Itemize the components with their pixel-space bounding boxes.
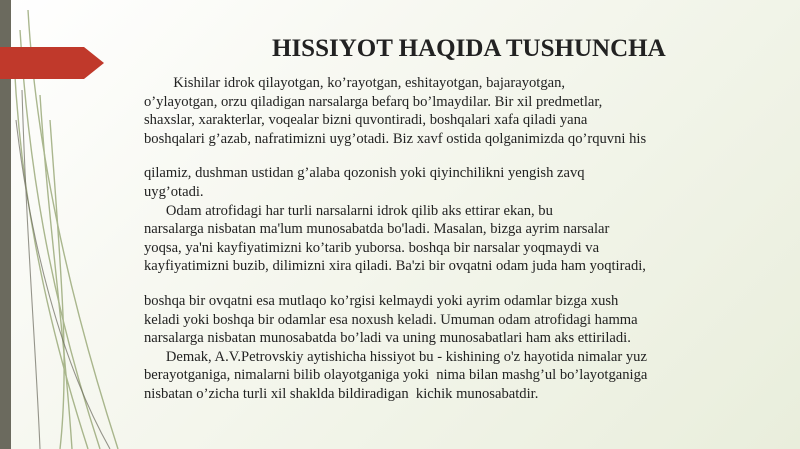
body-line: narsalarga nisbatan munosabatda bo’ladi va uning munosabatlari ham aks ettiriladi. [144,330,631,347]
paragraph-gap [144,148,744,164]
body-line: narsalarga nisbatan ma'lum munosabatda bo'ladi. Masalan, bizga ayrim narsalar [144,221,610,238]
body-line: shaxslar, xarakterlar, voqealar bizni quvontiradi, boshqalari xafa qiladi yana [144,112,588,129]
body-line: nisbatan o’zicha turli xil shaklda bildiradigan kichik munosabatdir. [144,385,539,402]
body-line: keladi yoki boshqa bir odamlar esa noxush keladi. Umuman odam atrofidagi hamma [144,311,638,328]
body-line: boshqalari g’azab, nafratimizni uyg’otadi. Biz xavf ostida qolganimizda qo’rquvni his [144,130,647,147]
red-arrow-shape [0,0,110,90]
body-line: qilamiz, dushman ustidan g’alaba qozonish yoki qiyinchilikni yengish zavq [144,165,585,182]
body-line: o’ylayotgan, orzu qiladigan narsalarga befarq bo’lmaydilar. Bir xil predmetlar, [144,93,603,110]
body-line: boshqa bir ovqatni esa mutlaqo ko’rgisi kelmaydi yoki ayrim odamlar bizga xush [144,292,619,309]
slide-title: HISSIYOT HAQIDA TUSHUNCHA [272,35,666,62]
slide-body [144,74,744,404]
body-line: uyg’otadi. [144,183,204,200]
body-line: berayotganiga, nimalarni bilib olayotganiga yoki nima bilan mashg’ul bo’layotganiga [144,367,648,384]
body-line: kayfiyatimizni buzib, dilimizni xira qiladi. Ba'zi bir ovqatni odam juda ham yoqtiradi, [144,258,646,275]
body-line: yoqsa, ya'ni kayfiyatimizni ko’tarib yuborsa. boshqa bir narsalar yoqmaydi va [144,239,600,256]
paragraph-gap [144,276,744,292]
body-line: Odam atrofidagi har turli narsalarni idrok qilib aks ettirar ekan, bu [144,202,553,219]
body-line: Kishilar idrok qilayotgan, ko’rayotgan, eshitayotgan, bajarayotgan, [144,75,566,91]
body-line: Demak, A.V.Petrovskiy aytishicha hissiyot bu - kishining o'z hayotida nimalar yuz [144,348,647,365]
